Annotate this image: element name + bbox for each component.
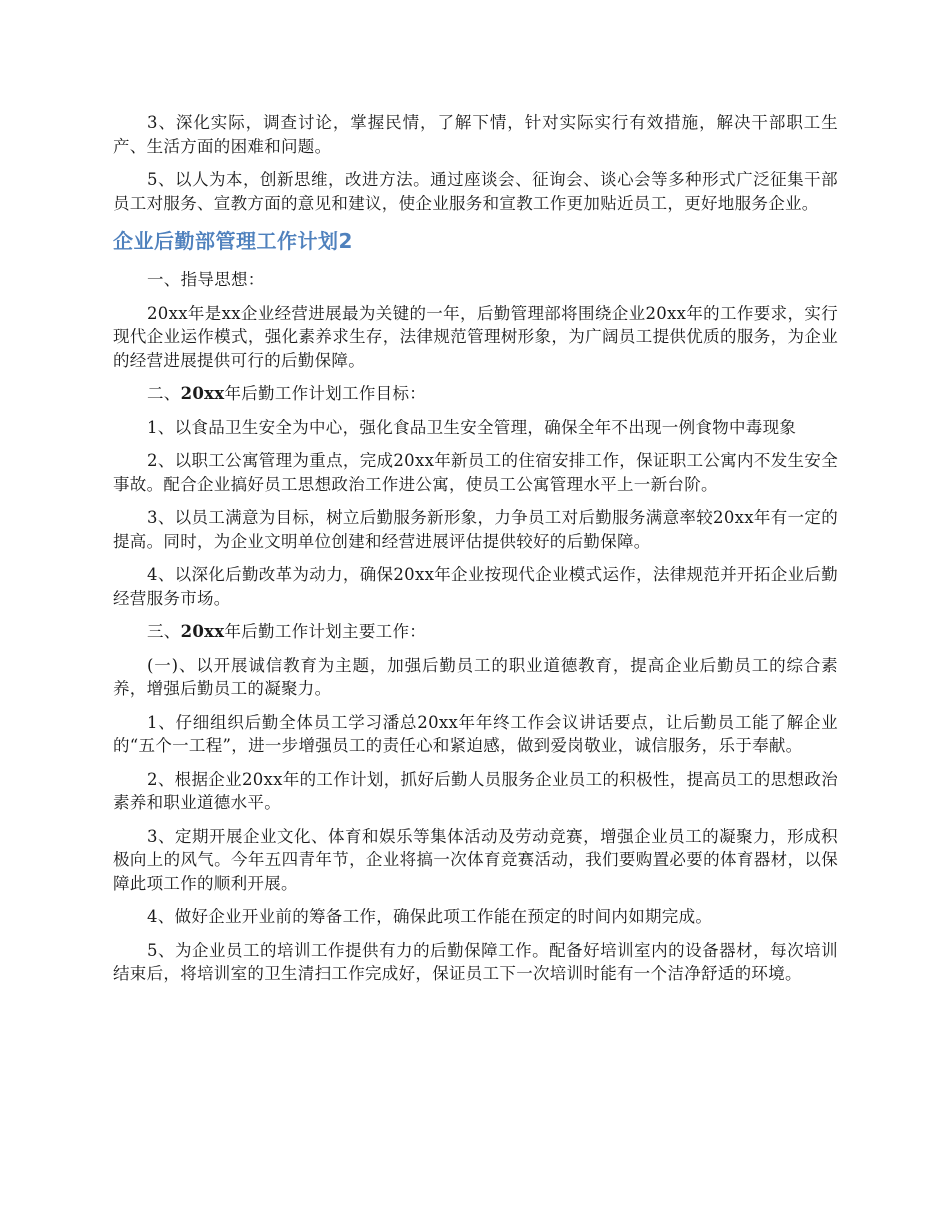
paragraph: 3、深化实际，调查讨论，掌握民情，了解下情，针对实际实行有效措施，解决干部职工生产、生活方面的困难和问题。 bbox=[113, 113, 838, 156]
section-title-prefix: 二、 bbox=[147, 384, 181, 403]
paragraph: 20xx年是xx企业经营进展最为关键的一年，后勤管理部将围绕企业20xx年的工作要求，实行现代企业运作模式，强化素养求生存，法律规范管理树形象，为广阔员工提供优质的服务，为企业的经营进展提供可行的后勤保障。 bbox=[113, 303, 838, 370]
paragraph: 5、以人为本，创新思维，改进方法。通过座谈会、征询会、谈心会等多种形式广泛征集干部员工对服务、宣教方面的意见和建议，使企业服务和宣教工作更加贴近员工，更好地服务企业。 bbox=[113, 170, 838, 213]
section-title-year: 20xx bbox=[180, 622, 225, 641]
list-item: 5、为企业员工的培训工作提供有力的后勤保障工作。配备好培训室内的设备器材，每次培训结束后，将培训室的卫生清扫工作完成好，保证员工下一次培训时能有一个洁净舒适的环境。 bbox=[113, 940, 838, 983]
section-title-year: 20xx bbox=[180, 384, 225, 403]
list-item: 2、以职工公寓管理为重点，完成20xx年新员工的住宿安排工作，保证职工公寓内不发生安全事故。配合企业搞好员工思想政治工作进公寓，使员工公寓管理水平上一新台阶。 bbox=[113, 451, 838, 494]
list-item: 2、根据企业20xx年的工作计划，抓好后勤人员服务企业员工的积极性，提高员工的思想政治素养和职业道德水平。 bbox=[113, 769, 838, 812]
section-heading: 企业后勤部管理工作计划2 bbox=[113, 229, 353, 253]
list-item: 4、以深化后勤改革为动力，确保20xx年企业按现代企业模式运作，法律规范并开拓企业后勤经营服务市场。 bbox=[113, 565, 838, 608]
list-item: 3、定期开展企业文化、体育和娱乐等集体活动及劳动竞赛，增强企业员工的凝聚力，形成积极向上的风气。今年五四青年节，企业将搞一次体育竞赛活动，我们要购置必要的体育器材，以保障此项工作的顺利开展。 bbox=[113, 826, 838, 893]
list-item: (一)、以开展诚信教育为主题，加强后勤员工的职业道德教育，提高企业后勤员工的综合素养，增强后勤员工的凝聚力。 bbox=[113, 655, 838, 698]
section-title: 一、指导思想： bbox=[147, 270, 265, 289]
section-title-suffix: 年后勤工作计划主要工作： bbox=[224, 622, 427, 641]
section-title-prefix: 三、 bbox=[147, 622, 181, 641]
section-title bbox=[113, 620, 838, 644]
list-item: 4、做好企业开业前的筹备工作，确保此项工作能在预定的时间内如期完成。 bbox=[147, 907, 713, 926]
list-item: 1、以食品卫生安全为中心，强化食品卫生安全管理，确保全年不出现一例食物中毒现象 bbox=[147, 417, 797, 437]
list-item: 1、仔细组织后勤全体员工学习潘总20xx年年终工作会议讲话要点，让后勤员工能了解企业的“五个一工程”，进一步增强员工的责任心和紧迫感，做到爱岗敬业，诚信服务，乐于奉献。 bbox=[113, 712, 838, 755]
list-item: 3、以员工满意为目标，树立后勤服务新形象，力争员工对后勤服务满意率较20xx年有一定的提高。同时，为企业文明单位创建和经营进展评估提供较好的后勤保障。 bbox=[113, 508, 838, 551]
section-title bbox=[113, 382, 838, 406]
section-title-suffix: 年后勤工作计划工作目标： bbox=[224, 384, 427, 403]
